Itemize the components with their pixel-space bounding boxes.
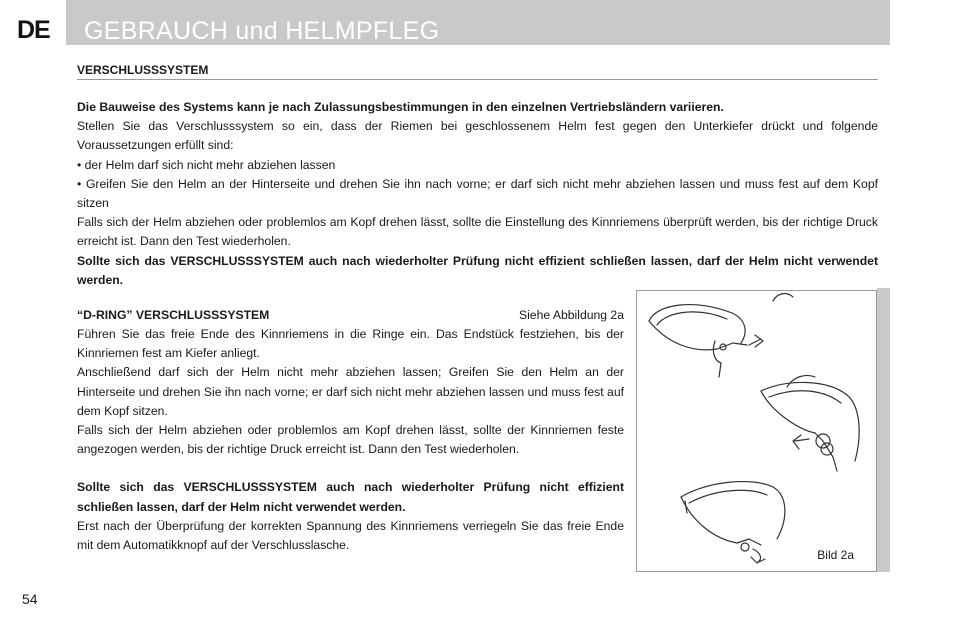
section-body <box>77 98 878 290</box>
figure-2a <box>636 290 877 572</box>
helmet-strap-illustrations <box>637 291 878 573</box>
paragraph: Anschließend darf sich der Helm nicht mehr abziehen lassen; Greifen Sie den Helm an der Hinterseite und drehen Sie ihn nach vorne; er darf sich nicht mehr abziehen lassen und muss fest auf dem Kopf sitzen. <box>77 365 624 418</box>
dring-heading: “D-RING” VERSCHLUSSSYSTEM <box>77 308 270 322</box>
dring-heading-row <box>77 306 624 325</box>
paragraph: Führen Sie das freie Ende des Kinnriemens in die Ringe ein. Das Endstück festziehen, bis der Kinnriemen fest am Kiefer anliegt. <box>77 327 624 361</box>
intro-bold: Die Bauweise des Systems kann je nach Zulassungsbestimmungen in den einzelnen Vertriebsländern variieren. <box>77 100 724 114</box>
spacer <box>77 459 624 478</box>
paragraph: Erst nach der Überprüfung der korrekten Spannung des Kinnriemens verriegeln Sie das freie Ende mit dem Automatikknopf auf der Verschlusslasche. <box>77 518 624 553</box>
language-label: DE <box>17 16 50 44</box>
section-heading: VERSCHLUSSSYSTEM <box>77 61 878 80</box>
helmet-strap-illustration-2 <box>761 375 859 471</box>
paragraph: Falls sich der Helm abziehen oder problemlos am Kopf drehen lässt, sollte die Einstellung des Kinnriemens überprüft werden, bis der richtige Druck erreicht ist. Dann den Test wiederholen. <box>77 215 878 249</box>
side-strip <box>877 288 890 572</box>
figure-caption: Bild 2a <box>817 548 854 562</box>
page-title: GEBRAUCH und HELMPFLEG <box>84 17 440 45</box>
figure-reference: Siehe Abbildung 2a <box>518 308 624 322</box>
helmet-strap-illustration-1 <box>649 294 793 377</box>
warning-bold: Sollte sich das VERSCHLUSSSYSTEM auch nach wiederholter Prüfung nicht effizient schließen lassen, darf der Helm nicht verwendet werden. <box>77 480 624 514</box>
paragraph: Stellen Sie das Verschlusssystem so ein, dass der Riemen bei geschlossenem Helm fest gegen den Unterkiefer drückt und folgende Voraussetzungen erfüllt sind: <box>77 119 878 153</box>
warning-bold: Sollte sich das VERSCHLUSSSYSTEM auch nach wiederholter Prüfung nicht effizient schließen lassen, darf der Helm nicht verwendet werden. <box>77 253 878 287</box>
bullet-item: • Greifen Sie den Helm an der Hinterseite und drehen Sie ihn nach vorne; er darf sich nicht mehr abziehen lassen und muss fest auf dem Kopf sitzen <box>77 176 878 211</box>
page-number: 54 <box>22 591 38 607</box>
bullet-item: • der Helm darf sich nicht mehr abziehen lassen <box>77 157 336 172</box>
header-bar <box>66 0 890 45</box>
helmet-strap-illustration-3 <box>681 482 785 563</box>
dring-section <box>77 306 624 555</box>
paragraph: Falls sich der Helm abziehen oder problemlos am Kopf drehen lässt, sollte der Kinnriemen feste angezogen werden, bis der richtige Druck erreicht ist. Dann den Test wiederholen. <box>77 423 624 457</box>
